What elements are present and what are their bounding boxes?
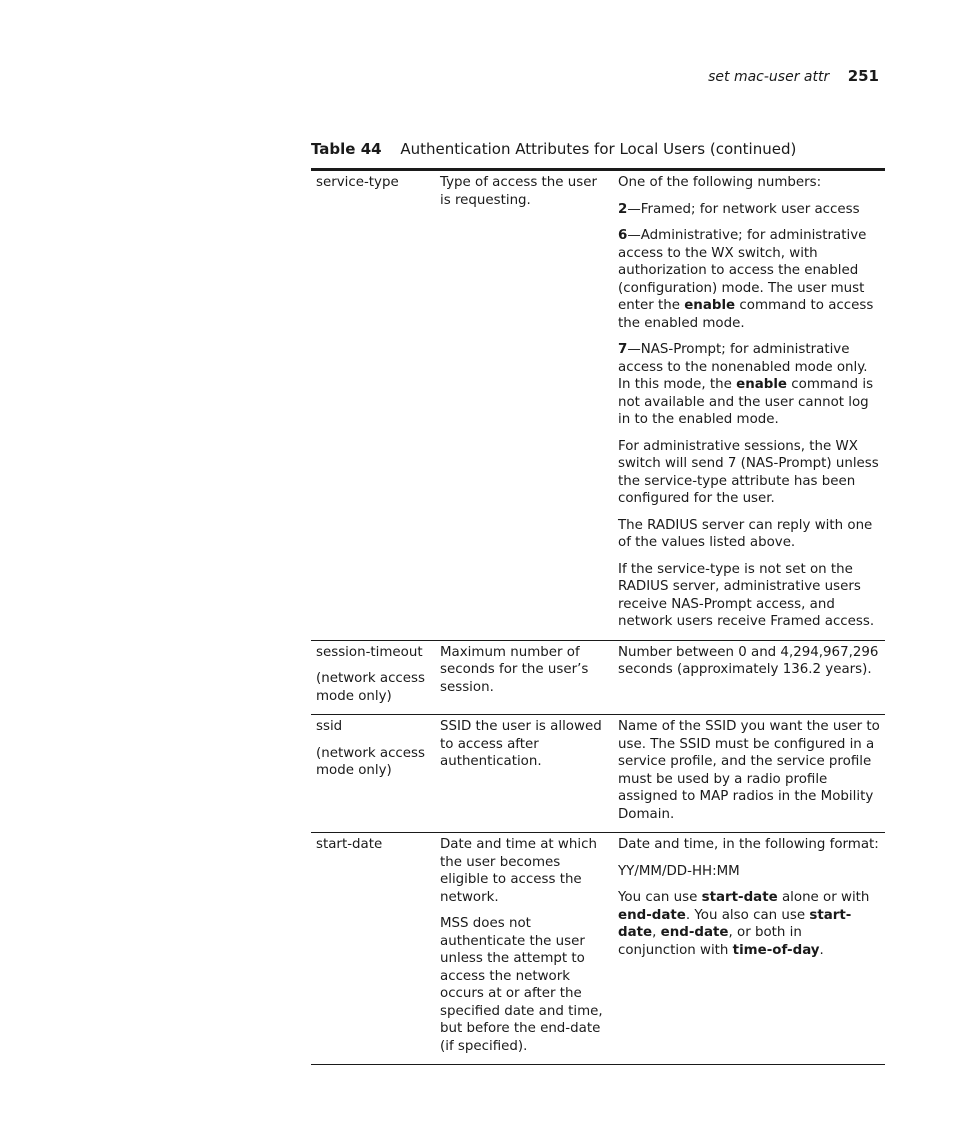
value-text: If the service-type is not set on the RADIUS server, administrative users receive NAS-Prompt access, and network users receive Framed access. (618, 561, 875, 629)
value-paragraph (618, 561, 881, 631)
attribute-name: (network access mode only) (316, 745, 425, 778)
value-text: . You also can use (685, 907, 810, 923)
value-paragraph (618, 227, 881, 332)
value-text: command is not available and the user cannot log in to the enabled mode. (618, 377, 874, 427)
attribute-name: ssid (316, 719, 343, 734)
value-paragraph (618, 644, 881, 679)
value-text: YY/MM/DD-HH:MM (618, 863, 740, 879)
description-cell (440, 715, 617, 832)
table-caption-text: Authentication Attributes for Local Users (continued) (400, 140, 797, 158)
value-cell (617, 641, 885, 715)
attribute-cell (311, 715, 440, 832)
running-head (708, 67, 879, 85)
table-row (311, 832, 885, 1064)
attribute-name: session-timeout (316, 644, 423, 660)
bold-term: enable (684, 298, 736, 313)
bold-term: end-date (660, 925, 729, 940)
table-row (311, 171, 885, 640)
bold-term: 6 (618, 228, 628, 243)
description-text: MSS does not authenticate the user unless the attempt to access the network occurs at or after the specified date and time, but before the end-date (if specified). (440, 916, 603, 1054)
value-paragraph (618, 836, 881, 854)
value-text: , or both in conjunction with (618, 925, 802, 958)
value-text: Number between 0 and 4,294,967,296 seconds (approximately 136.2 years). (618, 644, 879, 677)
bold-term: 7 (618, 342, 628, 357)
value-text: The RADIUS server can reply with one of the values listed above. (618, 517, 873, 550)
table-caption-label: Table 44 (311, 140, 382, 158)
description-text: Maximum number of seconds for the user’s session. (440, 644, 589, 695)
value-paragraph (618, 174, 881, 192)
table-row (311, 640, 885, 715)
bold-term: end-date (618, 907, 686, 923)
value-paragraph (618, 341, 881, 429)
value-text: —Framed; for network user access (627, 201, 860, 217)
value-text: command to access the enabled mode. (618, 298, 874, 331)
value-paragraph (618, 863, 881, 881)
table-caption (311, 140, 796, 158)
value-paragraph (618, 718, 881, 823)
bold-term: time-of-day (732, 942, 820, 958)
description-cell (440, 641, 617, 715)
attribute-cell (311, 833, 440, 1064)
value-text: —NAS-Prompt; for administrative access to the nonenabled mode only. In this mode, the (618, 342, 868, 392)
description-text: SSID the user is allowed to access after authentication. (440, 719, 602, 769)
description-cell (440, 171, 617, 640)
value-paragraph (618, 438, 881, 508)
value-text: —Administrative; for administrative access to the WX switch, with authorization to access the enabled (configuration) mode. The user must enter the (618, 228, 867, 313)
description-text: Type of access the user is requesting. (440, 175, 597, 208)
value-text: . (819, 942, 824, 958)
value-cell (617, 833, 885, 1064)
description-cell (440, 833, 617, 1064)
value-text: One of the following numbers: (618, 175, 822, 190)
table-row (311, 714, 885, 832)
description-text: Date and time at which the user becomes eligible to access the network. (440, 837, 597, 905)
attribute-cell (311, 641, 440, 715)
attribute-name: (network access mode only) (316, 671, 425, 704)
bold-term: start-date (618, 907, 852, 940)
value-text: , (652, 925, 661, 940)
attributes-table (311, 168, 885, 1065)
value-text: Date and time, in the following format: (618, 837, 879, 852)
bold-term: enable (736, 377, 788, 392)
bold-term: 2 (618, 201, 628, 217)
value-text: alone or with (777, 890, 870, 905)
value-paragraph (618, 201, 881, 219)
value-cell (617, 715, 885, 832)
running-head-title: set mac-user attr (708, 69, 830, 85)
value-text: Name of the SSID you want the user to use. The SSID must be configured in a service profile, and the service profile must be used by a radio profile assigned to MAP radios in the Mobility Domain. (618, 719, 880, 822)
value-cell (617, 171, 885, 640)
value-text: You can use (618, 890, 702, 905)
attribute-name: start-date (316, 837, 383, 852)
bold-term: start-date (701, 890, 778, 905)
value-paragraph (618, 889, 881, 959)
value-paragraph (618, 517, 881, 552)
value-text: For administrative sessions, the WX switch will send 7 (NAS-Prompt) unless the service-type attribute has been configured for the user. (618, 438, 879, 506)
attribute-name: service-type (316, 175, 399, 190)
attribute-cell (311, 171, 440, 640)
page-number: 251 (847, 67, 879, 85)
